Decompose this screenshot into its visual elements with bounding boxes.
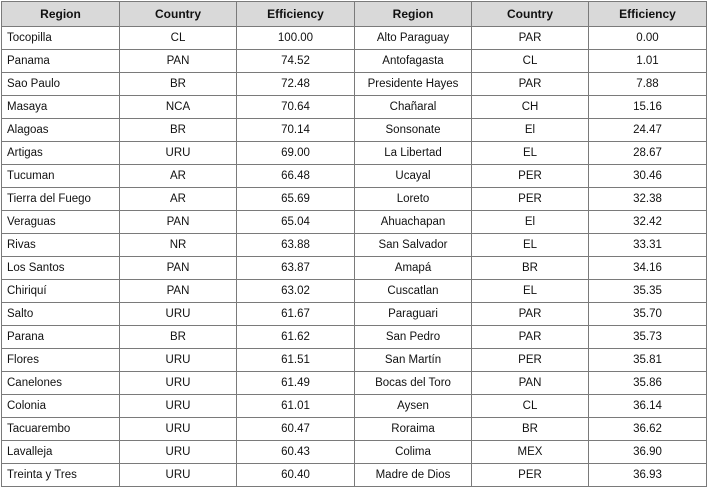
table-row [2,326,707,349]
cell-region-left: Flores [2,349,120,372]
cell-efficiency-right: 35.70 [589,303,707,326]
cell-efficiency-left: 60.43 [237,441,355,464]
cell-efficiency-right: 33.31 [589,234,707,257]
cell-country-right: CL [472,395,589,418]
cell-region-left: Colonia [2,395,120,418]
cell-region-right: Colima [355,441,472,464]
table-row [2,50,707,73]
cell-region-left: Tocopilla [2,27,120,50]
cell-region-left: Rivas [2,234,120,257]
cell-region-left: Sao Paulo [2,73,120,96]
table-row [2,395,707,418]
cell-efficiency-left: 100.00 [237,27,355,50]
table-row [2,234,707,257]
cell-efficiency-left: 74.52 [237,50,355,73]
cell-country-left: URU [120,441,237,464]
cell-country-right: El [472,119,589,142]
cell-efficiency-left: 61.51 [237,349,355,372]
cell-region-right: Antofagasta [355,50,472,73]
table-row [2,165,707,188]
cell-country-left: PAN [120,280,237,303]
cell-region-right: Ahuachapan [355,211,472,234]
table-row [2,188,707,211]
cell-country-right: PAR [472,303,589,326]
cell-region-right: San Salvador [355,234,472,257]
cell-region-left: Artigas [2,142,120,165]
cell-efficiency-right: 36.14 [589,395,707,418]
table-row [2,464,707,487]
table-row [2,349,707,372]
cell-efficiency-left: 72.48 [237,73,355,96]
table-row [2,303,707,326]
header-efficiency-right: Efficiency [589,2,707,27]
table-row [2,73,707,96]
cell-country-right: PAN [472,372,589,395]
cell-country-left: NR [120,234,237,257]
cell-country-right: MEX [472,441,589,464]
cell-efficiency-right: 1.01 [589,50,707,73]
cell-country-right: CL [472,50,589,73]
cell-efficiency-right: 36.62 [589,418,707,441]
table-row [2,119,707,142]
header-country-right: Country [472,2,589,27]
cell-region-left: Tacuarembo [2,418,120,441]
cell-efficiency-right: 36.90 [589,441,707,464]
cell-country-left: URU [120,303,237,326]
cell-efficiency-left: 65.69 [237,188,355,211]
cell-efficiency-right: 35.35 [589,280,707,303]
cell-efficiency-right: 15.16 [589,96,707,119]
cell-country-right: PER [472,349,589,372]
cell-country-left: CL [120,27,237,50]
cell-efficiency-left: 60.47 [237,418,355,441]
cell-region-right: Roraima [355,418,472,441]
cell-efficiency-right: 35.86 [589,372,707,395]
cell-efficiency-left: 63.87 [237,257,355,280]
cell-region-right: Bocas del Toro [355,372,472,395]
cell-region-right: Sonsonate [355,119,472,142]
cell-region-left: Veraguas [2,211,120,234]
cell-efficiency-left: 70.64 [237,96,355,119]
cell-region-left: Alagoas [2,119,120,142]
cell-efficiency-left: 61.49 [237,372,355,395]
cell-country-left: URU [120,395,237,418]
cell-country-left: PAN [120,211,237,234]
cell-country-left: AR [120,188,237,211]
cell-country-left: AR [120,165,237,188]
cell-region-left: Tucuman [2,165,120,188]
header-row [2,2,707,27]
cell-efficiency-left: 65.04 [237,211,355,234]
cell-efficiency-left: 70.14 [237,119,355,142]
cell-efficiency-right: 30.46 [589,165,707,188]
cell-country-right: PAR [472,326,589,349]
cell-efficiency-right: 35.81 [589,349,707,372]
cell-efficiency-left: 60.40 [237,464,355,487]
cell-region-right: Aysen [355,395,472,418]
cell-region-right: Cuscatlan [355,280,472,303]
cell-country-left: URU [120,349,237,372]
cell-region-right: Chañaral [355,96,472,119]
cell-country-right: EL [472,142,589,165]
cell-region-right: Loreto [355,188,472,211]
header-country-left: Country [120,2,237,27]
cell-country-right: PER [472,464,589,487]
cell-efficiency-left: 61.62 [237,326,355,349]
cell-efficiency-right: 32.38 [589,188,707,211]
cell-region-left: Treinta y Tres [2,464,120,487]
cell-country-right: BR [472,257,589,280]
cell-efficiency-right: 35.73 [589,326,707,349]
cell-efficiency-left: 61.01 [237,395,355,418]
cell-region-right: Madre de Dios [355,464,472,487]
header-region-right: Region [355,2,472,27]
header-efficiency-left: Efficiency [237,2,355,27]
cell-efficiency-right: 7.88 [589,73,707,96]
cell-region-right: San Martín [355,349,472,372]
table-row [2,418,707,441]
cell-region-right: La Libertad [355,142,472,165]
cell-region-left: Los Santos [2,257,120,280]
table-row [2,142,707,165]
cell-efficiency-right: 28.67 [589,142,707,165]
cell-region-right: Presidente Hayes [355,73,472,96]
cell-region-right: San Pedro [355,326,472,349]
cell-efficiency-right: 24.47 [589,119,707,142]
table-row [2,280,707,303]
cell-efficiency-left: 63.88 [237,234,355,257]
cell-efficiency-right: 0.00 [589,27,707,50]
cell-country-right: BR [472,418,589,441]
cell-region-left: Parana [2,326,120,349]
table-row [2,372,707,395]
table-row [2,257,707,280]
cell-region-left: Masaya [2,96,120,119]
efficiency-table [1,1,707,487]
cell-country-left: PAN [120,257,237,280]
cell-country-right: El [472,211,589,234]
cell-region-left: Chiriquí [2,280,120,303]
cell-efficiency-right: 34.16 [589,257,707,280]
table-body [2,27,707,487]
cell-region-left: Salto [2,303,120,326]
cell-efficiency-left: 69.00 [237,142,355,165]
cell-country-left: URU [120,464,237,487]
cell-region-right: Amapá [355,257,472,280]
cell-country-left: BR [120,73,237,96]
table-row [2,211,707,234]
cell-region-right: Paraguari [355,303,472,326]
cell-region-left: Tierra del Fuego [2,188,120,211]
cell-country-left: BR [120,326,237,349]
cell-country-left: NCA [120,96,237,119]
cell-country-left: URU [120,418,237,441]
cell-country-right: CH [472,96,589,119]
table-row [2,441,707,464]
cell-region-right: Alto Paraguay [355,27,472,50]
cell-country-right: PER [472,165,589,188]
cell-region-right: Ucayal [355,165,472,188]
cell-country-left: URU [120,372,237,395]
cell-country-right: EL [472,280,589,303]
cell-efficiency-right: 32.42 [589,211,707,234]
cell-country-right: PAR [472,27,589,50]
cell-region-left: Lavalleja [2,441,120,464]
cell-efficiency-left: 61.67 [237,303,355,326]
cell-efficiency-right: 36.93 [589,464,707,487]
table-row [2,27,707,50]
header-region-left: Region [2,2,120,27]
cell-region-left: Canelones [2,372,120,395]
cell-country-left: PAN [120,50,237,73]
cell-country-left: URU [120,142,237,165]
cell-region-left: Panama [2,50,120,73]
cell-country-right: PAR [472,73,589,96]
cell-efficiency-left: 66.48 [237,165,355,188]
table-row [2,96,707,119]
cell-country-right: PER [472,188,589,211]
cell-country-left: BR [120,119,237,142]
table-header [2,2,707,27]
cell-country-right: EL [472,234,589,257]
cell-efficiency-left: 63.02 [237,280,355,303]
